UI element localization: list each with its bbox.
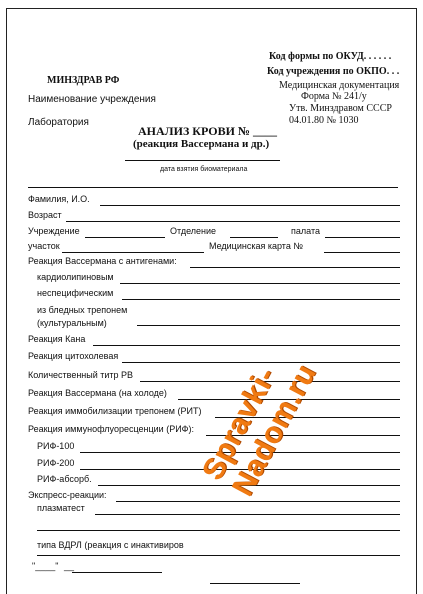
titer-label: Количественный титр РВ — [28, 370, 134, 380]
extra-line[interactable] — [37, 530, 400, 531]
fio-label: Фамилия, И.О. — [28, 194, 90, 204]
institution-field[interactable] — [85, 237, 165, 238]
kahn-field[interactable] — [93, 345, 400, 346]
cytocholic-label: Реакция цитохолевая — [28, 351, 119, 361]
form-border-top — [6, 8, 417, 9]
sample-date-caption: дата взятия биоматериала — [160, 166, 248, 173]
age-field[interactable] — [66, 221, 400, 222]
med-card-label: Медицинская карта № — [209, 241, 303, 251]
cold-label: Реакция Вассермана (на холоде) — [28, 388, 167, 398]
institution-label: Учреждение — [28, 226, 80, 236]
date-line[interactable] — [72, 572, 162, 573]
department-field[interactable] — [230, 237, 278, 238]
form-number: Форма № 241/у — [301, 91, 367, 102]
laboratory-label: Лаборатория — [28, 117, 89, 128]
age-label: Возраст — [28, 210, 62, 220]
ward-field[interactable] — [325, 237, 400, 238]
cultural-label: (культуральным) — [37, 318, 107, 328]
nonspecific-label: неспецифическим — [37, 288, 114, 298]
pale-treponema-field[interactable] — [137, 325, 400, 326]
cardiolipin-field[interactable] — [120, 283, 400, 284]
approved-by: Утв. Минздравом СССР — [289, 103, 392, 114]
approval-date: 04.01.80 № 1030 — [289, 115, 359, 126]
wasserman-antigens-label: Реакция Вассермана с антигенами: — [28, 256, 177, 266]
kahn-label: Реакция Кана — [28, 334, 86, 344]
rif-abs-label: РИФ-абсорб. — [37, 474, 92, 484]
district-field[interactable] — [62, 252, 204, 253]
fio-field[interactable] — [100, 205, 400, 206]
plasma-test-label: плазматест — [37, 503, 85, 513]
okud-code: Код формы по ОКУД. . . . . . — [269, 51, 392, 62]
vdrl-field[interactable] — [37, 555, 400, 556]
express-field[interactable] — [116, 501, 400, 502]
department-label: Отделение — [170, 226, 217, 236]
site-watermark: Spravki-Nadom.ru — [196, 358, 323, 502]
institution-name-label: Наименование учреждения — [28, 94, 156, 105]
date-month-field[interactable]: __ — [64, 561, 75, 571]
separator-line — [28, 187, 398, 188]
form-border-right — [416, 8, 417, 594]
form-border-left — [6, 8, 7, 594]
form-title: АНАЛИЗ КРОВИ № ____ — [138, 124, 277, 138]
form-subtitle: (реакция Вассермана и др.) — [133, 138, 270, 150]
ministry-name: МИНЗДРАВ РФ — [47, 75, 120, 86]
signature-line[interactable] — [210, 583, 300, 584]
okpo-code: Код учреждения по ОКПО. . . — [267, 66, 400, 77]
pale-treponema-label: из бледных трепонем — [37, 305, 128, 315]
vdrl-label: типа ВДРЛ (реакция с инактивиров — [37, 540, 184, 550]
immunofluor-label: Реакция иммунофлуоресценции (РИФ): — [28, 424, 195, 434]
date-day-field[interactable]: "____" — [32, 561, 59, 571]
wasserman-antigens-field[interactable] — [190, 267, 400, 268]
rif200-label: РИФ-200 — [37, 458, 75, 468]
medical-documentation: Медицинская документация — [279, 80, 400, 91]
immobilization-label: Реакция иммобилизации трепонем (РИТ) — [28, 406, 202, 416]
plasma-test-field[interactable] — [95, 514, 400, 515]
express-label: Экспресс-реакции: — [28, 490, 107, 500]
ward-label: палата — [291, 226, 320, 236]
rif100-label: РИФ-100 — [37, 441, 75, 451]
med-card-field[interactable] — [324, 252, 400, 253]
cardiolipin-label: кардиолипиновым — [37, 272, 114, 282]
district-label: участок — [28, 241, 60, 251]
sample-date-line[interactable] — [125, 160, 280, 161]
